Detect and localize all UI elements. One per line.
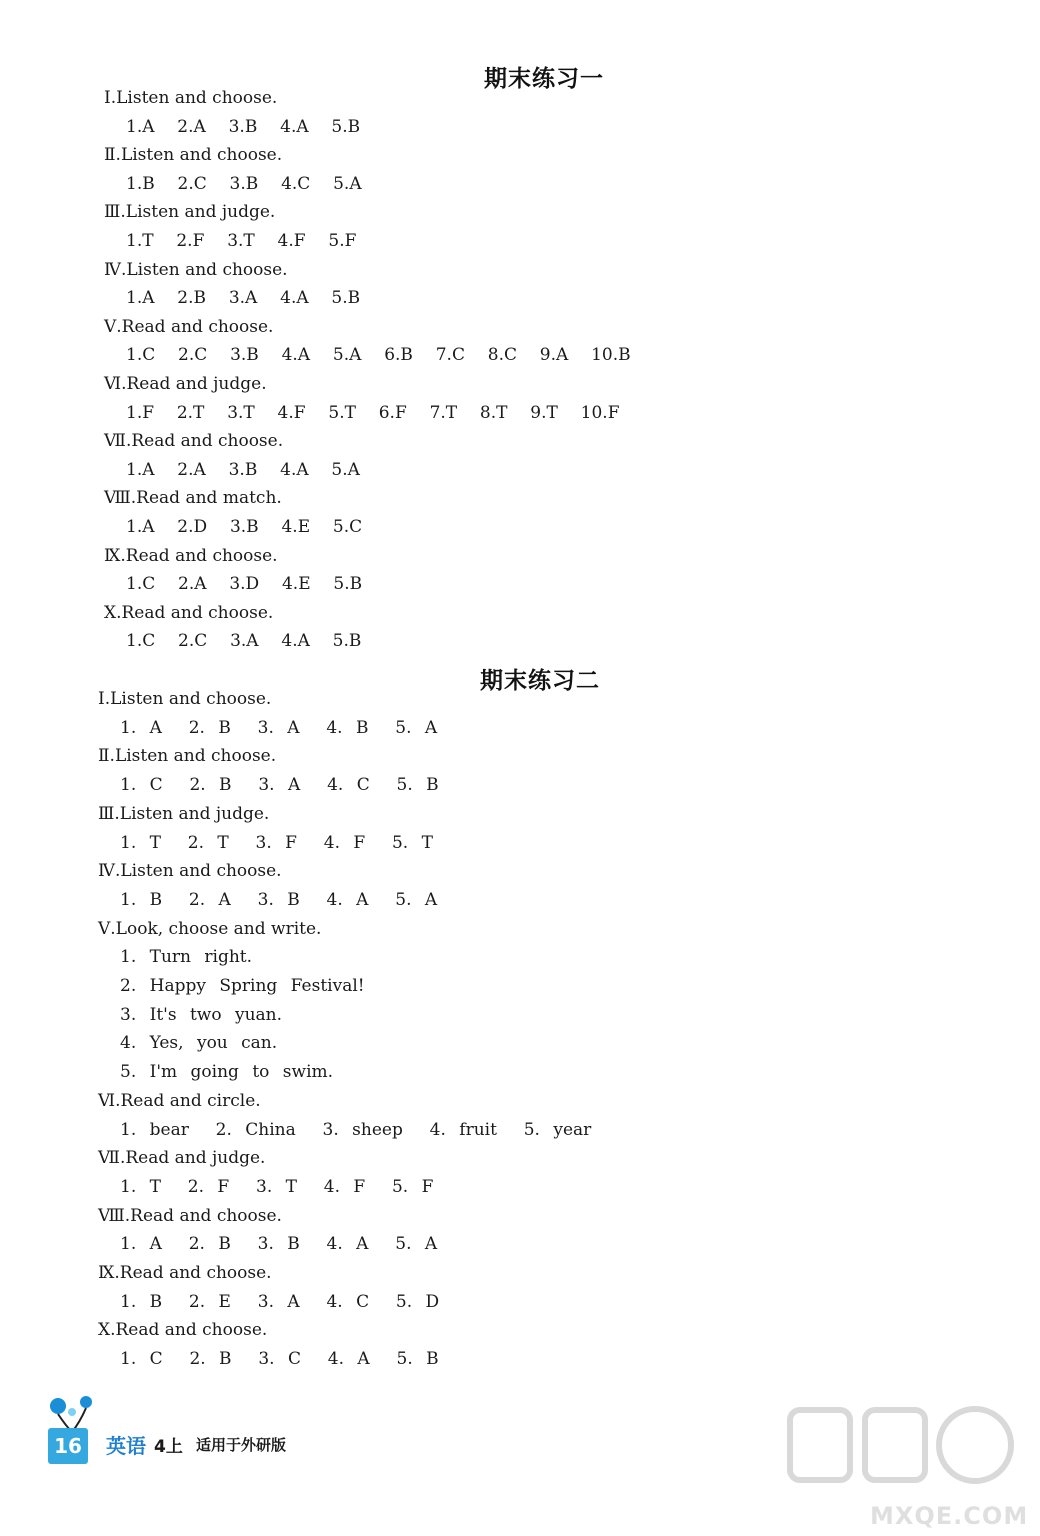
answer-line: 1.C 2.C 3.B 4.A 5.A 6.B 7.C 8.C 9.A 10.B <box>126 345 631 366</box>
question-heading: Ⅳ.Listen and choose. <box>98 861 282 882</box>
answer-line: 1.T 2.F 3.T 4.F 5.F <box>126 231 357 251</box>
question-heading: Ⅰ.Listen and choose. <box>98 689 272 709</box>
question-heading: Ⅵ.Read and circle. <box>98 1090 261 1111</box>
question-heading: Ⅰ.Listen and choose. <box>104 88 278 108</box>
answer-line: 3. It's two yuan. <box>120 1004 283 1025</box>
subject-label: 英语 <box>106 1434 146 1458</box>
answer-line: 1.C 2.C 3.A 4.A 5.B <box>126 631 362 652</box>
answer-line: 1. B 2. E 3. A 4. C 5. D <box>120 1291 440 1312</box>
answer-line: 1.A 2.D 3.B 4.E 5.C <box>126 517 363 537</box>
answer-line: 1. Turn right. <box>120 947 253 968</box>
section-title: 期末练习二 <box>480 668 600 694</box>
answer-line: 1.F 2.T 3.T 4.F 5.T 6.F 7.T 8.T 9.T 10.F <box>126 402 620 423</box>
answer-line: 1. A 2. B 3. A 4. B 5. A <box>120 717 438 738</box>
answer-line: 1. T 2. T 3. F 4. F 5. T <box>120 832 433 853</box>
question-heading: Ⅳ.Listen and choose. <box>104 259 288 280</box>
question-heading: Ⅲ.Listen and judge. <box>98 803 270 824</box>
question-heading: Ⅱ.Listen and choose. <box>104 145 283 166</box>
answer-line: 4. Yes, you can. <box>120 1033 278 1054</box>
question-heading: Ⅹ.Read and choose. <box>98 1320 268 1341</box>
watermark-text: MXQE.COM <box>870 1502 1029 1530</box>
question-heading: Ⅷ.Read and match. <box>104 488 282 509</box>
answer-line: 1.A 2.B 3.A 4.A 5.B <box>126 288 361 309</box>
question-heading: Ⅴ.Read and choose. <box>104 316 274 337</box>
page-footer <box>40 1392 400 1482</box>
question-heading: Ⅸ.Read and choose. <box>98 1263 272 1283</box>
question-heading: Ⅵ.Read and judge. <box>104 374 267 394</box>
question-heading: Ⅹ.Read and choose. <box>104 602 274 623</box>
edition-label: 适用于外研版 <box>196 1436 287 1454</box>
page-number: 16 <box>48 1428 88 1464</box>
question-heading: Ⅶ.Read and judge. <box>98 1148 266 1169</box>
watermark-logo-icon <box>770 1380 1030 1500</box>
question-heading: Ⅴ.Look, choose and write. <box>98 918 322 939</box>
answer-line: 1. C 2. B 3. A 4. C 5. B <box>120 775 439 796</box>
answer-line: 1. C 2. B 3. C 4. A 5. B <box>120 1349 439 1370</box>
question-heading: Ⅷ.Read and choose. <box>98 1205 282 1226</box>
answer-line: 1.B 2.C 3.B 4.C 5.A <box>126 173 362 194</box>
answer-line: 1. B 2. A 3. B 4. A 5. A <box>120 889 438 910</box>
grade-label: 4上 <box>154 1437 183 1457</box>
answer-line: 1.A 2.A 3.B 4.A 5.A <box>126 459 360 480</box>
section-title: 期末练习一 <box>484 66 604 92</box>
answer-line: 1. A 2. B 3. B 4. A 5. A <box>120 1234 438 1255</box>
answer-line: 5. I'm going to swim. <box>120 1062 334 1083</box>
answer-line: 1.C 2.A 3.D 4.E 5.B <box>126 574 363 595</box>
watermark <box>770 1380 1030 1530</box>
question-heading: Ⅱ.Listen and choose. <box>98 746 277 767</box>
question-heading: Ⅲ.Listen and judge. <box>104 202 276 223</box>
question-heading: Ⅶ.Read and choose. <box>104 431 284 452</box>
answer-line: 1. bear 2. China 3. sheep 4. fruit 5. year <box>120 1119 592 1140</box>
answer-line: 1. T 2. F 3. T 4. F 5. F <box>120 1176 434 1197</box>
answer-line: 2. Happy Spring Festival! <box>120 976 365 996</box>
answer-line: 1.A 2.A 3.B 4.A 5.B <box>126 116 361 137</box>
question-heading: Ⅸ.Read and choose. <box>104 545 278 566</box>
